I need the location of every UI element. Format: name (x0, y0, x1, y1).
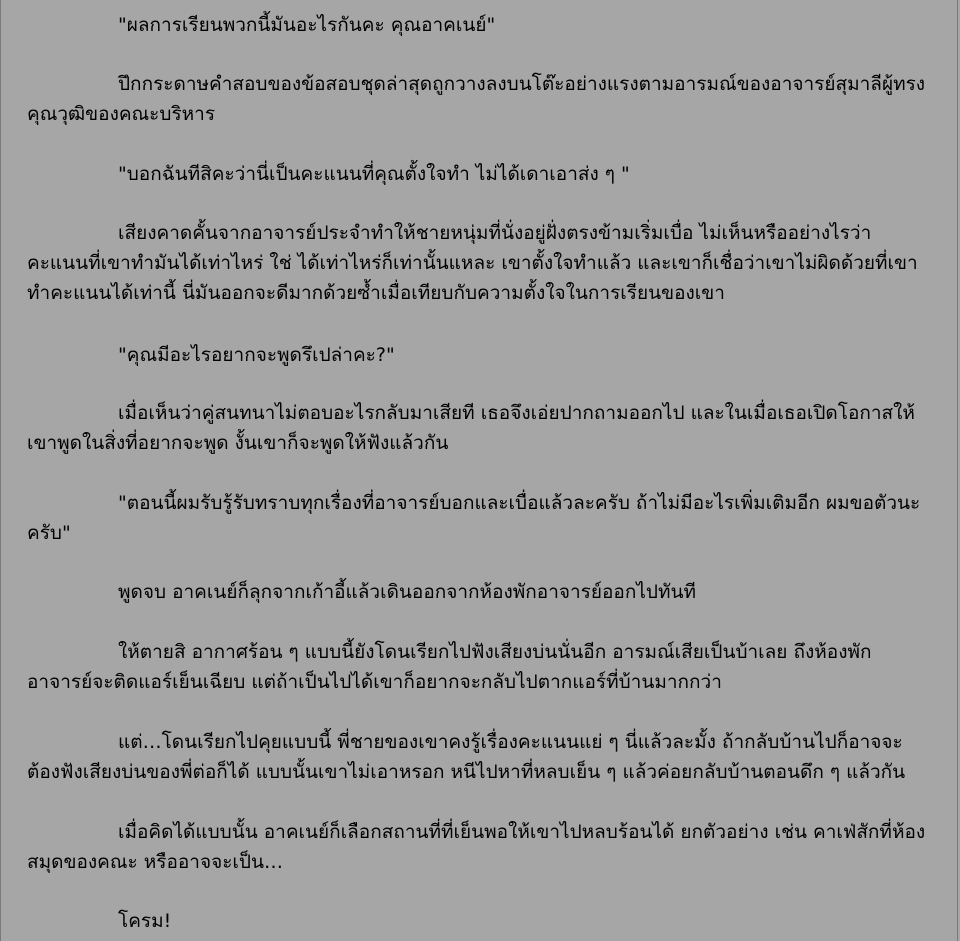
paragraph-7: "ตอนนี้ผมรับรู้รับทราบทุกเรื่องที่อาจารย์บอกและเบื่อแล้วละครับ ถ้าไม่มีอะไรเพิ่มเติมอีก ผมขอตัวนะครับ" (27, 492, 921, 544)
paragraph-5: "คุณมีอะไรอยากจะพูดรึเปล่าคะ?" (118, 344, 395, 366)
paragraph-9: ให้ตายสิ อากาศร้อน ๆ แบบนี้ยังโดนเรียกไปฟังเสียงบ่นนั่นอีก อารมณ์เสียเป็นบ้าเลย ถึงห้องพักอาจารย์จะติดแอร์เย็นเฉียบ แต่ถ้าเป็นไปได้เขาก็อยากจะกลับไปตากแอร์ที่บ้านมากกว่า (27, 641, 872, 693)
paragraph-4: เสียงคาดคั้นจากอาจารย์ประจำทำให้ชายหนุ่มที่นั่งอยู่ฝั่งตรงข้ามเริ่มเบื่อ ไม่เห็นหรืออย่างไรว่าคะแนนที่เขาทำมันได้เท่าไหร่ ใช่ ได้เท่าไหร่ก็เท่านั้นแหละ เขาตั้งใจทำแล้ว และเขาก็เชื่อว่าเขาไม่ผิดด้วยที่เขาทำคะแนนได้เท่านี้ นี่มันออกจะดีมากด้วยซ้ำเมื่อเทียบกับความตั้งใจในการเรียนของเขา (27, 222, 918, 304)
paragraph-3: "บอกฉันทีสิคะว่านี่เป็นคะแนนที่คุณตั้งใจทำ ไม่ได้เดาเอาส่ง ๆ " (118, 163, 630, 185)
paragraph-10: แต่…โดนเรียกไปคุยแบบนี้ พี่ชายของเขาคงรู้เรื่องคะแนนแย่ ๆ นี่แล้วละมั้ง ถ้ากลับบ้านไปก็อาจจะต้องฟังเสียงบ่นของพี่ต่อก็ได้ แบบนั้นเขาไม่เอาหรอก หนีไปหาที่หลบเย็น ๆ แล้วค่อยกลับบ้านตอนดึก ๆ แล้วกัน (27, 731, 906, 783)
paragraph-6: เมื่อเห็นว่าคู่สนทนาไม่ตอบอะไรกลับมาเสียที เธอจึงเอ่ยปากถามออกไป และในเมื่อเธอเปิดโอกาสให้เขาพูดในสิ่งที่อยากจะพูด งั้นเขาก็จะพูดให้ฟังแล้วกัน (27, 402, 915, 454)
paragraph-8: พูดจบ อาคเนย์ก็ลุกจากเก้าอี้แล้วเดินออกจากห้องพักอาจารย์ออกไปทันที (118, 581, 696, 603)
paragraph-2: ปึกกระดาษคำสอบของข้อสอบชุดล่าสุดถูกวางลงบนโต๊ะอย่างแรงตามอารมณ์ของอาจารย์สุมาลีผู้ทรงคุณวุฒิของคณะบริหาร (27, 73, 926, 125)
paragraph-11: เมื่อคิดได้แบบนั้น อาคเนย์ก็เลือกสถานที่ที่เย็นพอให้เขาไปหลบร้อนได้ ยกตัวอย่าง เช่น คาเฟ่สักที่ห้องสมุดของคณะ หรืออาจจะเป็น… (27, 821, 926, 873)
paragraph-12: โครม! (118, 910, 172, 932)
paragraph-1: "ผลการเรียนพวกนี้มันอะไรกันคะ คุณอาคเนย์" (118, 14, 496, 36)
